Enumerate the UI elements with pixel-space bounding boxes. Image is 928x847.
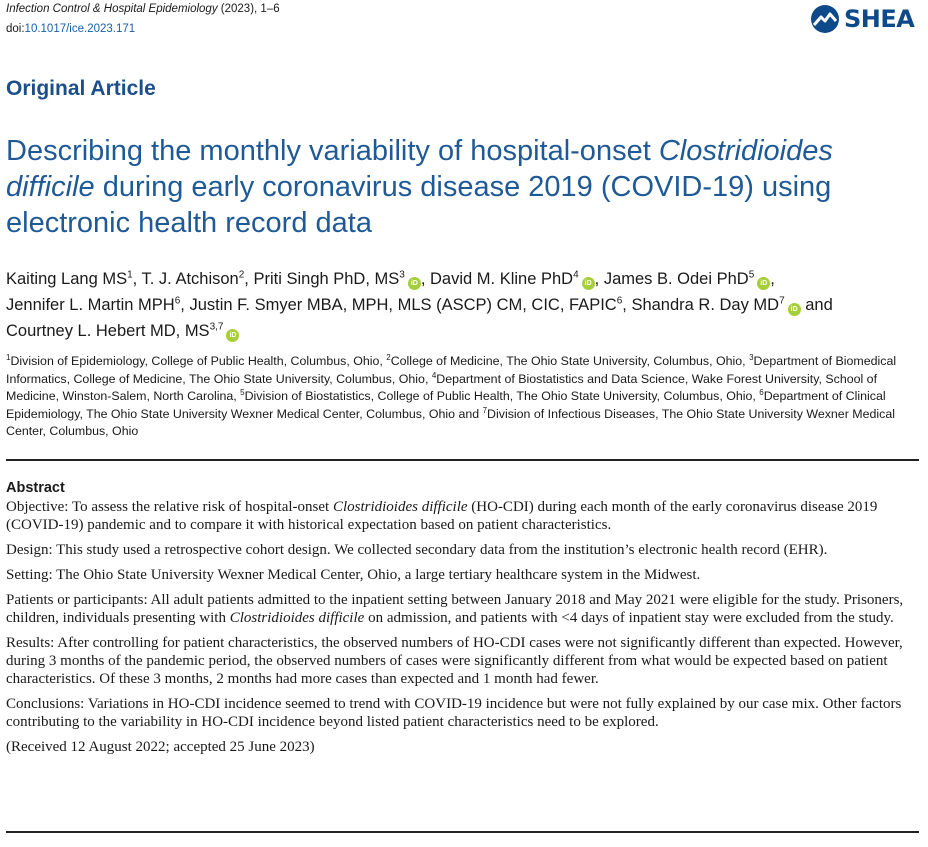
article-title	[6, 133, 911, 241]
affiliation-number: 3	[749, 352, 754, 362]
patients-text-end: on admission, and patients with <4 days of inpatient stay were excluded from the study.	[364, 610, 894, 626]
author-name: Shandra R. Day MD	[631, 296, 780, 314]
abstract-design: Design: This study used a retrospective cohort design. We collected secondary data from the institution’s electronic health record (EHR).	[6, 542, 828, 558]
abstract-top-rule	[6, 459, 919, 461]
author-name: T. J. Atchison	[141, 270, 239, 288]
affiliations	[6, 353, 918, 441]
abstract-heading: Abstract	[6, 480, 65, 496]
author-item	[604, 270, 770, 288]
affiliation-number: 5	[240, 388, 245, 398]
author-list: Kaiting Lang $MS^1$, T. J. Atchison$^2$, Priti Singh PhD, $MS^3iD$ , David M. Kline PhD$^4$iD , James B. Odei PhD$^5$iD , Jennifer L. Martin MPH$^6$, Justin F. Smyer MBA, MPH, MLS (ASCP) CM, CIC, FAPIC$^6$, Shandra R. Day $MD^7iD$ and Courtney L. Hebert MD, MS$^{3,7}$iD	[6, 269, 833, 340]
doi-label: doi:	[6, 23, 25, 35]
author-name: Kaiting Lang MS	[6, 270, 128, 288]
author-item	[253, 270, 420, 288]
shea-logo	[810, 4, 914, 34]
doi-link[interactable]: 10.1017/ice.2023.171	[24, 23, 136, 35]
author-affiliation-ref: 3,7	[209, 321, 224, 333]
affiliation-text: Division of Epidemiology, College of Public Health, Columbus, Ohio,	[10, 354, 387, 368]
author-item	[631, 296, 800, 314]
orcid-icon[interactable]: iD	[226, 329, 239, 342]
affiliation-number: 6	[759, 388, 764, 398]
title-organism: Clostridioides difficile	[6, 135, 833, 203]
author-connector: and	[805, 296, 833, 314]
shea-logo-text: SHEA	[844, 5, 915, 33]
doi-line	[6, 22, 135, 37]
patients-text: Patients or participants: All adult patients admitted to the inpatient setting between January 2018 and May 2021 were eligible for the study. Prisoners, children, individuals presenting with	[6, 592, 904, 626]
affiliation-text: Department of Clinical Epidemiology, The Ohio State University Wexner Medical Center, Columbus, Ohio and	[6, 389, 886, 421]
affiliation-number: 2	[386, 352, 391, 362]
affiliation-number: 7	[482, 405, 488, 415]
author-affiliation-ref: 4	[573, 269, 579, 281]
affiliation-text: Division of Biostatistics, College of Public Health, The Ohio State University, Columbus, Ohio,	[244, 389, 760, 404]
affiliation-number: 4	[431, 370, 437, 380]
author-item	[6, 296, 180, 314]
author-affiliation-ref: 5	[748, 269, 755, 281]
abstract-conclusions: Conclusions: Variations in HO-CDI incidence seemed to trend with COVID-19 incidence but were not fully explained by our case mix. Other factors contributing to the variability in HO-CDI incidence beyond listed patient characteristics need to be explored.	[6, 696, 902, 730]
orcid-icon[interactable]: iD	[788, 303, 801, 316]
abstract	[6, 479, 920, 763]
author-affiliation-ref: 7	[779, 295, 785, 307]
author-item	[189, 296, 622, 314]
author-affiliation-ref: 1	[127, 269, 133, 281]
objective-organism: Clostridioides difficile	[332, 499, 468, 515]
author-name: Jennifer L. Martin MPH	[6, 296, 175, 314]
abstract-setting: Setting: The Ohio State University Wexner Medical Center, Ohio, a large tertiary healthcare system in the Midwest.	[6, 567, 701, 583]
objective-text-end: (HO-CDI) during each month of the early coronavirus disease 2019 (COVID-19) pandemic and to compare it with historical expectation based on patient characteristics.	[6, 499, 878, 533]
author-name: David M. Kline PhD	[430, 270, 574, 288]
shea-logo-icon	[810, 4, 840, 34]
affiliation-number: 1	[6, 352, 11, 362]
journal-name: Infection Control & Hospital Epidemiology	[6, 3, 218, 15]
author-affiliation-ref: 6	[174, 295, 181, 307]
affiliation-text: Department of Biomedical Informatics, College of Medicine, The Ohio State University, Columbus, Ohio,	[6, 354, 897, 386]
orcid-icon[interactable]: iD	[408, 277, 421, 290]
title-part-1: Describing the monthly variability of hospital-onset	[6, 135, 659, 167]
author-item	[6, 322, 239, 340]
author-item	[142, 270, 245, 288]
author-affiliation-ref: 3	[399, 269, 405, 281]
author-name: Courtney L. Hebert MD, MS	[6, 322, 210, 340]
author-name: Justin F. Smyer MBA, MPH, MLS (ASCP) CM, CIC, FAPIC	[189, 296, 617, 314]
abstract-objective	[6, 498, 920, 534]
abstract-patients	[6, 591, 920, 627]
orcid-icon[interactable]: iD	[757, 277, 770, 290]
author-item	[430, 270, 595, 288]
author-affiliation-ref: 2	[238, 269, 245, 281]
citation-year-pages: (2023), 1–6	[217, 3, 280, 15]
author-name: Priti Singh PhD, MS	[253, 270, 400, 288]
article-type-label: Original Article	[6, 77, 156, 100]
affiliation-text: College of Medicine, The Ohio State University, Columbus, Ohio,	[390, 354, 750, 368]
objective-text: Objective: To assess the relative risk of hospital-onset	[6, 499, 333, 515]
orcid-icon[interactable]: iD	[582, 277, 595, 290]
affiliation-text: Division of Infectious Diseases, The Ohio State University Wexner Medical Center, Columbus, Ohio	[6, 406, 895, 439]
patients-organism: Clostridioides difficile	[229, 610, 365, 626]
abstract-results: Results: After controlling for patient characteristics, the observed numbers of HO-CDI cases were not significantly different than expected. However, during 3 months of the pandemic period, the observed numbers of cases were significantly different from what would be expected based on patient characteristics. Of these 3 months, 2 months had more cases than expected and 1 month had fewer.	[6, 635, 903, 687]
affiliation-text: Department of Biostatistics and Data Science, Wake Forest University, School of Medicine, Winston-Salem, North Carolina,	[6, 371, 878, 404]
abstract-bottom-rule	[6, 831, 919, 833]
title-part-2: during early coronavirus disease 2019 (COVID-19) using electronic health record data	[6, 171, 832, 239]
author-affiliation-ref: 6	[616, 295, 623, 307]
journal-citation	[6, 2, 280, 17]
author-name: James B. Odei PhD	[603, 270, 749, 288]
received-dates: (Received 12 August 2022; accepted 25 June 2023)	[6, 739, 315, 755]
author-item	[6, 270, 133, 288]
